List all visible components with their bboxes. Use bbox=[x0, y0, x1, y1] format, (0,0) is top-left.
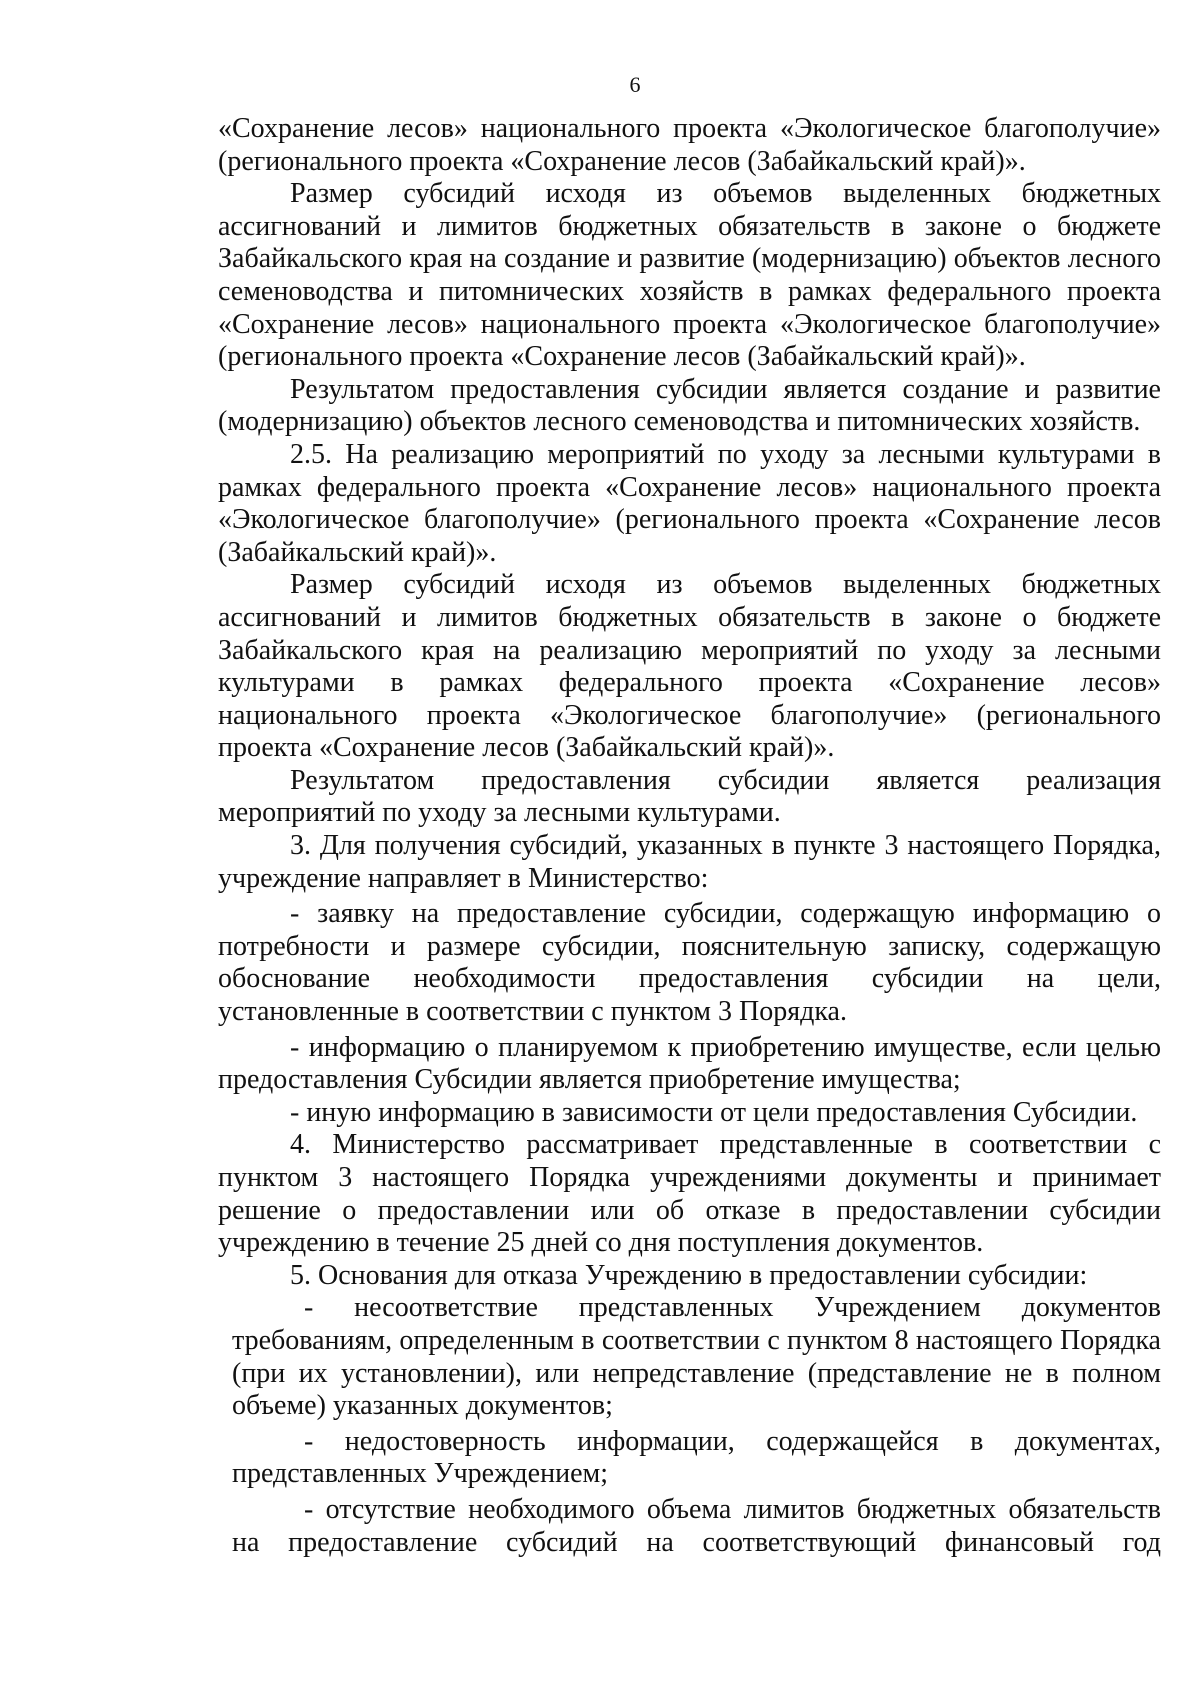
paragraph-3: 3. Для получения субсидий, указанных в пункте 3 настоящего Порядка, учреждение направляет в Министерство: bbox=[218, 830, 1161, 894]
page-number: 6 bbox=[629, 72, 641, 97]
document-body bbox=[218, 113, 1161, 1559]
list-item-property-info: - информацию о планируемом к приобретению имуществе, если целью предоставления Субсидии является приобретение имущества; bbox=[218, 1031, 1161, 1096]
paragraph-result-care: Результатом предоставления субсидии является реализация мероприятий по уходу за лесными культурами. bbox=[218, 764, 1161, 829]
list-item-no-limits: - отсутствие необходимого объема лимитов бюджетных обязательств на предоставление субсидий на соответствующий финансовый год bbox=[232, 1493, 1161, 1558]
paragraph-4: 4. Министерство рассматривает представленные в соответствии с пунктом 3 настоящего Порядка учреждениями документы и принимает решение о предоставлении или об отказе в предоставлении субсидии учреждению в течение 25 дней со дня поступления документов. bbox=[218, 1129, 1161, 1259]
paragraph-2-5: 2.5. На реализацию мероприятий по уходу за лесными культурами в рамках федерального проекта «Сохранение лесов» национального проекта «Экологическое благополучие» (регионального проекта «Сохранение лесов (Забайкальский край)». bbox=[218, 438, 1161, 568]
list-item-other-info: - иную информацию в зависимости от цели предоставления Субсидии. bbox=[290, 1096, 1138, 1128]
list-item-noncompliance: - несоответствие представленных Учреждением документов требованиям, определенным в соответствии с пунктом 8 настоящего Порядка (при их установлении), или непредставление (представление не в полном объеме) указанных документов; bbox=[232, 1292, 1161, 1422]
paragraph-subsidy-size-seed: Размер субсидий исходя из объемов выделенных бюджетных ассигнований и лимитов бюджетных обязательств в законе о бюджете Забайкальского края на создание и развитие (модернизацию) объектов лесного семеноводства и питомнических хозяйств в рамках федерального проекта «Сохранение лесов» национального проекта «Экологическое благополучие» (регионального проекта «Сохранение лесов (Забайкальский край)». bbox=[218, 178, 1161, 373]
paragraph-subsidy-size-care: Размер субсидий исходя из объемов выделенных бюджетных ассигнований и лимитов бюджетных обязательств в законе о бюджете Забайкальского края на реализацию мероприятий по уходу за лесными культурами в рамках федерального проекта «Сохранение лесов» национального проекта «Экологическое благополучие» (регионального проекта «Сохранение лесов (Забайкальский край)». bbox=[218, 569, 1161, 764]
paragraph-result-seed: Результатом предоставления субсидии является создание и развитие (модернизацию) объектов лесного семеноводства и питомнических хозяйств. bbox=[218, 373, 1161, 438]
paragraph-5: 5. Основания для отказа Учреждению в предоставлении субсидии: bbox=[290, 1259, 1088, 1291]
list-item-application: - заявку на предоставление субсидии, содержащую информацию о потребности и размере субсидии, пояснительную записку, содержащую обоснование необходимости предоставления субсидии на цели, установленные в соответствии с пунктом 3 Порядка. bbox=[218, 898, 1161, 1028]
paragraph-continuation: «Сохранение лесов» национального проекта «Экологическое благополучие» (регионального проекта «Сохранение лесов (Забайкальский край)». bbox=[218, 113, 1161, 177]
list-item-unreliability: - недостоверность информации, содержащейся в документах, представленных Учреждением; bbox=[232, 1425, 1161, 1490]
